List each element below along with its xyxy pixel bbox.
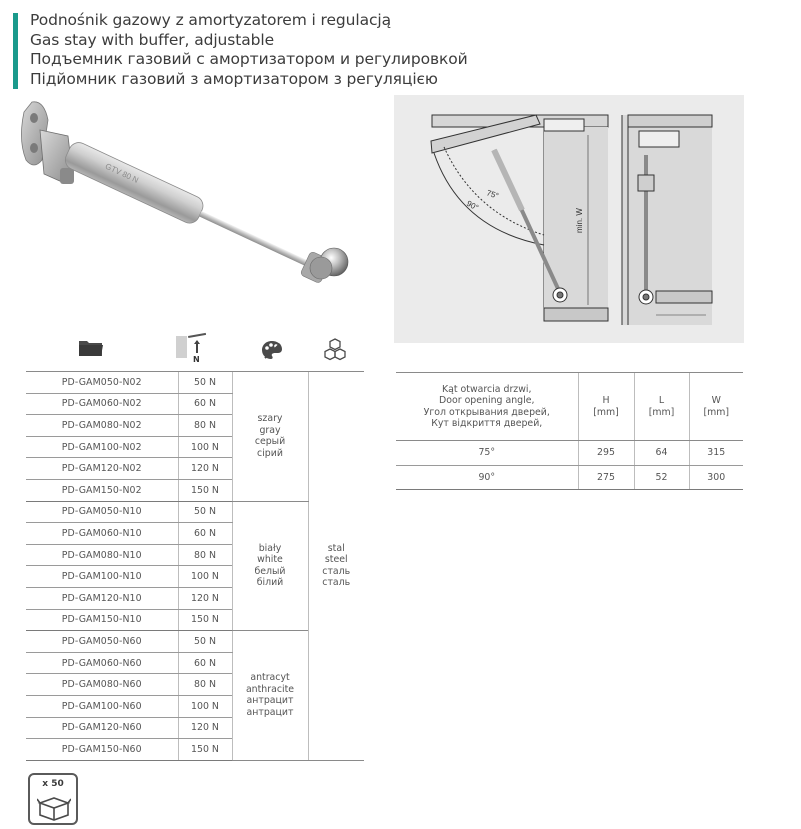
angle-value: 90°	[396, 465, 578, 490]
color-name-uk: сірий	[257, 447, 283, 459]
color-name-en: anthracite	[245, 683, 295, 695]
product-code: PD-GAM080-N02	[26, 415, 178, 437]
angle-value: 75°	[396, 441, 578, 466]
l-value: 64	[634, 441, 689, 466]
product-code: PD-GAM100-N10	[26, 566, 178, 588]
color-name-ru: белый	[254, 565, 286, 577]
color-name-pl: antracyt	[250, 672, 290, 684]
color-cell-white	[232, 501, 308, 631]
palette-icon	[261, 340, 283, 360]
angle-75-label: 75°	[485, 188, 500, 201]
product-titles	[30, 11, 468, 89]
product-code: PD-GAM060-N60	[26, 652, 178, 674]
product-code: PD-GAM120-N02	[26, 458, 178, 480]
material-name-pl: stal	[327, 542, 345, 554]
box-icon	[37, 793, 71, 821]
min-w-label: min. W	[575, 208, 584, 233]
product-code: PD-GAM080-N60	[26, 674, 178, 696]
title-accent-bar	[13, 13, 18, 89]
color-cell-gray	[232, 372, 308, 502]
force-icon	[176, 336, 208, 366]
folder-icon	[78, 338, 104, 358]
cubes-icon	[322, 338, 348, 362]
l-value: 52	[634, 465, 689, 490]
w-value: 315	[689, 441, 743, 466]
product-force: 60 N	[178, 652, 232, 674]
product-force: 120 N	[178, 587, 232, 609]
w-header: W [mm]	[689, 373, 743, 441]
product-force: 100 N	[178, 436, 232, 458]
product-force: 100 N	[178, 695, 232, 717]
force-unit-label: N	[193, 355, 200, 364]
color-name-uk: антрацит	[246, 706, 294, 718]
product-code: PD-GAM050-N02	[26, 372, 178, 394]
product-force: 60 N	[178, 523, 232, 545]
product-force: 120 N	[178, 717, 232, 739]
product-force: 50 N	[178, 501, 232, 523]
title-pl: Podnośnik gazowy z amortyzatorem i regulacją	[30, 11, 392, 29]
angle-header: Kąt otwarcia drzwi, Door opening angle, Угол открывания дверей, Кут відкриття дверей,	[396, 373, 578, 441]
product-table	[26, 371, 364, 761]
table-row	[396, 441, 743, 466]
package-icon	[28, 773, 78, 825]
h-value: 295	[578, 441, 634, 466]
w-value: 300	[689, 465, 743, 490]
product-code: PD-GAM060-N10	[26, 523, 178, 545]
product-code: PD-GAM080-N10	[26, 544, 178, 566]
dimensions-table	[396, 372, 743, 490]
gas-stay-photo	[14, 90, 359, 305]
title-ru: Подъемник газовий с амортизатором и регулировкой	[30, 50, 468, 68]
color-name-uk: білий	[256, 577, 284, 589]
product-code: PD-GAM060-N02	[26, 393, 178, 415]
product-code: PD-GAM120-N60	[26, 717, 178, 739]
product-force: 120 N	[178, 458, 232, 480]
color-name-pl: szary	[257, 413, 283, 425]
color-name-en: white	[257, 554, 283, 566]
table-row	[396, 465, 743, 490]
product-code: PD-GAM150-N60	[26, 739, 178, 761]
product-code: PD-GAM050-N60	[26, 631, 178, 653]
product-force: 50 N	[178, 631, 232, 653]
product-code: PD-GAM050-N10	[26, 501, 178, 523]
product-code: PD-GAM150-N10	[26, 609, 178, 631]
h-value: 275	[578, 465, 634, 490]
product-force: 150 N	[178, 609, 232, 631]
product-force: 150 N	[178, 479, 232, 501]
mounting-diagram	[394, 95, 744, 343]
product-code: PD-GAM100-N02	[26, 436, 178, 458]
product-code: PD-GAM150-N02	[26, 479, 178, 501]
l-header: L [mm]	[634, 373, 689, 441]
color-cell-anthracite	[232, 631, 308, 761]
product-force: 80 N	[178, 415, 232, 437]
title-en: Gas stay with buffer, adjustable	[30, 30, 275, 49]
material-name-uk: сталь	[322, 577, 351, 589]
product-force: 80 N	[178, 674, 232, 696]
material-name-ru: сталь	[322, 565, 351, 577]
color-name-pl: biały	[258, 542, 282, 554]
material-cell	[308, 372, 364, 761]
product-code: PD-GAM120-N10	[26, 587, 178, 609]
color-name-ru: антрацит	[246, 695, 294, 707]
product-force: 150 N	[178, 739, 232, 761]
h-header: H [mm]	[578, 373, 634, 441]
product-code: PD-GAM100-N60	[26, 695, 178, 717]
cylinder-marking: GTV 80 N	[103, 161, 140, 185]
table-header-row	[396, 373, 743, 441]
product-force: 50 N	[178, 372, 232, 394]
color-name-ru: серый	[254, 436, 286, 448]
color-name-en: gray	[259, 424, 281, 436]
angle-90-label: 90°	[465, 198, 480, 213]
material-name-en: steel	[324, 554, 348, 566]
table-row	[26, 372, 364, 394]
product-force: 100 N	[178, 566, 232, 588]
package-quantity: x 50	[42, 779, 64, 789]
product-force: 60 N	[178, 393, 232, 415]
product-force: 80 N	[178, 544, 232, 566]
title-uk: Підйомник газовий з амортизатором з регуляцією	[30, 69, 438, 88]
